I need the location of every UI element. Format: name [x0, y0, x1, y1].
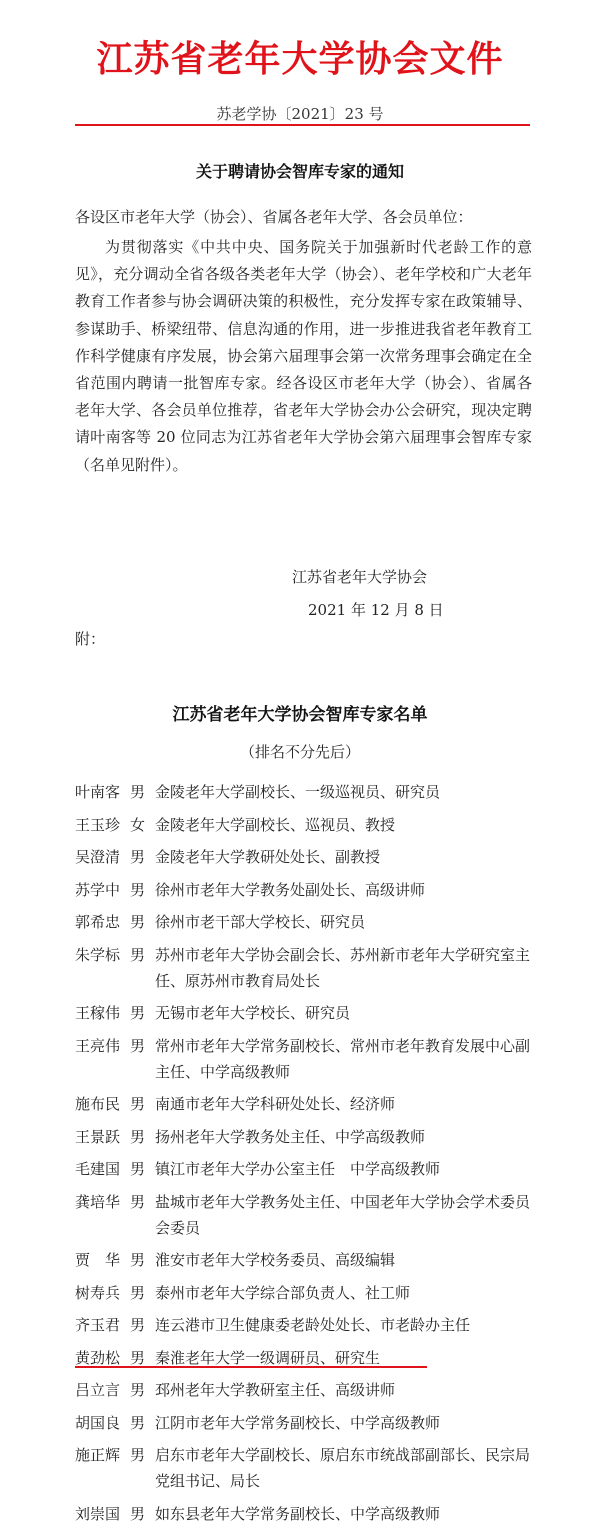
expert-name: 王玉珍 [75, 815, 121, 834]
expert-entry [75, 1156, 535, 1182]
expert-position: 扬州老年大学教务处主任、中学高级教师 [155, 1127, 426, 1146]
expert-entry [75, 1501, 535, 1527]
expert-gender: 女 [130, 815, 146, 834]
signature-organization: 江苏省老年大学协会 [292, 568, 428, 586]
expert-entry [75, 909, 535, 935]
expert-name: 贾 华 [75, 1251, 121, 1269]
expert-gender: 男 [130, 1413, 146, 1432]
expert-position: 无锡市老年大学校长、研究员 [155, 1004, 351, 1022]
document-number: 苏老学协〔2021〕23 号 [216, 105, 384, 123]
expert-name: 郭希忠 [75, 913, 121, 931]
expert-gender: 男 [130, 880, 146, 899]
expert-position: 淮安市老年大学校务委员、高级编辑 [155, 1251, 396, 1269]
expert-name: 王景跃 [75, 1127, 121, 1146]
expert-position: 镇江市老年大学办公室主任 中学高级教师 [155, 1160, 441, 1178]
expert-name: 朱学标 [75, 945, 121, 964]
expert-gender: 男 [130, 783, 146, 801]
document-header-title: 江苏省老年大学协会文件 [96, 39, 504, 80]
expert-position: 泰州市老年大学综合部负责人、社工师 [155, 1283, 411, 1302]
notice-title: 关于聘请协会智库专家的通知 [195, 162, 404, 181]
expert-entry [75, 1189, 535, 1241]
expert-gender: 男 [130, 1192, 146, 1211]
expert-entry [75, 877, 535, 903]
expert-entry [75, 1247, 535, 1273]
expert-name: 毛建国 [75, 1160, 121, 1178]
expert-gender: 男 [130, 1381, 146, 1399]
expert-position: 江阴市老年大学常务副校长、中学高级教师 [155, 1413, 441, 1432]
expert-position: 秦淮老年大学一级调研员、研究生 [155, 1348, 381, 1367]
expert-gender: 男 [130, 1348, 146, 1367]
expert-position: 徐州市老干部大学校长、研究员 [155, 913, 366, 931]
expert-name: 叶南客 [75, 783, 121, 801]
expert-name: 树寿兵 [75, 1283, 121, 1302]
expert-gender: 男 [130, 1446, 146, 1464]
expert-entry [75, 779, 535, 805]
expert-name: 齐玉君 [75, 1316, 121, 1334]
expert-entry [75, 1033, 535, 1085]
notice-body-paragraph: 为贯彻落实《中共中央、国务院关于加强新时代老龄工作的意见》，充分调动全省各级各类老年大学（协会）、老年学校和广大老年教育工作者参与协会调研决策的积极性，充分发挥专家在政策辅导、参谋助手、桥梁纽带、信息沟通的作用，进一步推进我省老年教育工作科学健康有序发展，协会第六届理事会第一次常务理事会确定在全省范围内聘请一批智库专家。经各设区市老年大学（协会）、省属各老年大学、各会员单位推荐，省老年大学协会办公会研究，现决定聘请叶南客等 20 位同志为江苏省老年大学协会第六届理事会智库专家（名单见附件）。 [75, 238, 532, 474]
header-red-rule [75, 124, 530, 126]
expert-gender: 男 [130, 1283, 146, 1302]
expert-position: 连云港市卫生健康委老龄处处长、市老龄办主任 [155, 1316, 471, 1334]
expert-entry [75, 844, 535, 870]
expert-entry [75, 1124, 535, 1150]
signature-date: 2021 年 12 月 8 日 [308, 601, 444, 619]
expert-position: 如东县老年大学常务副校长、中学高级教师 [155, 1504, 441, 1523]
expert-gender: 男 [130, 1504, 146, 1523]
expert-position: 南通市老年大学科研处处长、经济师 [155, 1095, 396, 1113]
expert-name: 胡国良 [75, 1413, 121, 1432]
expert-name: 王稼伟 [75, 1004, 121, 1022]
notice-addressee: 各设区市老年大学（协会）、省属各老年大学、各会员单位： [75, 208, 473, 226]
expert-entry [75, 1410, 535, 1436]
expert-gender: 男 [130, 913, 146, 931]
expert-position: 金陵老年大学副校长、一级巡视员、研究员 [155, 783, 441, 801]
expert-position: 徐州市老年大学教务处副处长、高级讲师 [155, 880, 426, 899]
expert-gender: 男 [130, 1095, 146, 1113]
expert-gender: 男 [130, 1004, 146, 1022]
expert-gender: 男 [130, 1251, 146, 1269]
expert-position: 常州市老年大学常务副校长、常州市老年教育发展中心副主任、中学高级教师 [155, 1036, 531, 1081]
expert-position: 启东市老年大学副校长、原启东市统战部副部长、民宗局党组书记、局长 [155, 1446, 531, 1490]
expert-name: 施布民 [75, 1095, 121, 1113]
expert-list [75, 779, 535, 1533]
expert-entry [75, 942, 535, 994]
expert-name: 王亮伟 [75, 1036, 121, 1055]
expert-name: 刘崇国 [75, 1504, 121, 1523]
expert-name: 苏学中 [75, 880, 121, 899]
expert-entry [75, 812, 535, 838]
expert-position: 金陵老年大学教研处处长、副教授 [155, 848, 381, 866]
attachment-label: 附： [75, 630, 106, 648]
expert-name: 吕立言 [75, 1381, 121, 1399]
highlight-underline [75, 1366, 427, 1368]
expert-position: 盐城市老年大学教务处主任、中国老年大学协会学术委员会委员 [155, 1192, 531, 1237]
expert-name: 吴澄清 [75, 848, 121, 866]
expert-list-title: 江苏省老年大学协会智库专家名单 [172, 705, 428, 725]
expert-entry [75, 1000, 535, 1026]
expert-position: 金陵老年大学副校长、巡视员、教授 [155, 815, 396, 834]
expert-list-subtitle: （排名不分先后） [239, 743, 360, 761]
expert-position: 苏州市老年大学协会副会长、苏州新市老年大学研究室主任、原苏州市教育局处长 [155, 945, 531, 990]
expert-entry [75, 1312, 535, 1338]
expert-name: 黄劲松 [75, 1348, 121, 1367]
expert-entry [75, 1091, 535, 1117]
expert-gender: 男 [130, 1036, 146, 1055]
expert-entry-highlighted [75, 1377, 535, 1403]
expert-name: 龚培华 [75, 1192, 121, 1211]
expert-entry [75, 1442, 535, 1494]
expert-gender: 男 [130, 1160, 146, 1178]
expert-gender: 男 [130, 848, 146, 866]
expert-gender: 男 [130, 945, 146, 964]
expert-gender: 男 [130, 1316, 146, 1334]
expert-position: 邳州老年大学教研室主任、高级讲师 [155, 1381, 396, 1399]
expert-name: 施正辉 [75, 1446, 121, 1464]
expert-entry [75, 1280, 535, 1306]
expert-gender: 男 [130, 1127, 146, 1146]
